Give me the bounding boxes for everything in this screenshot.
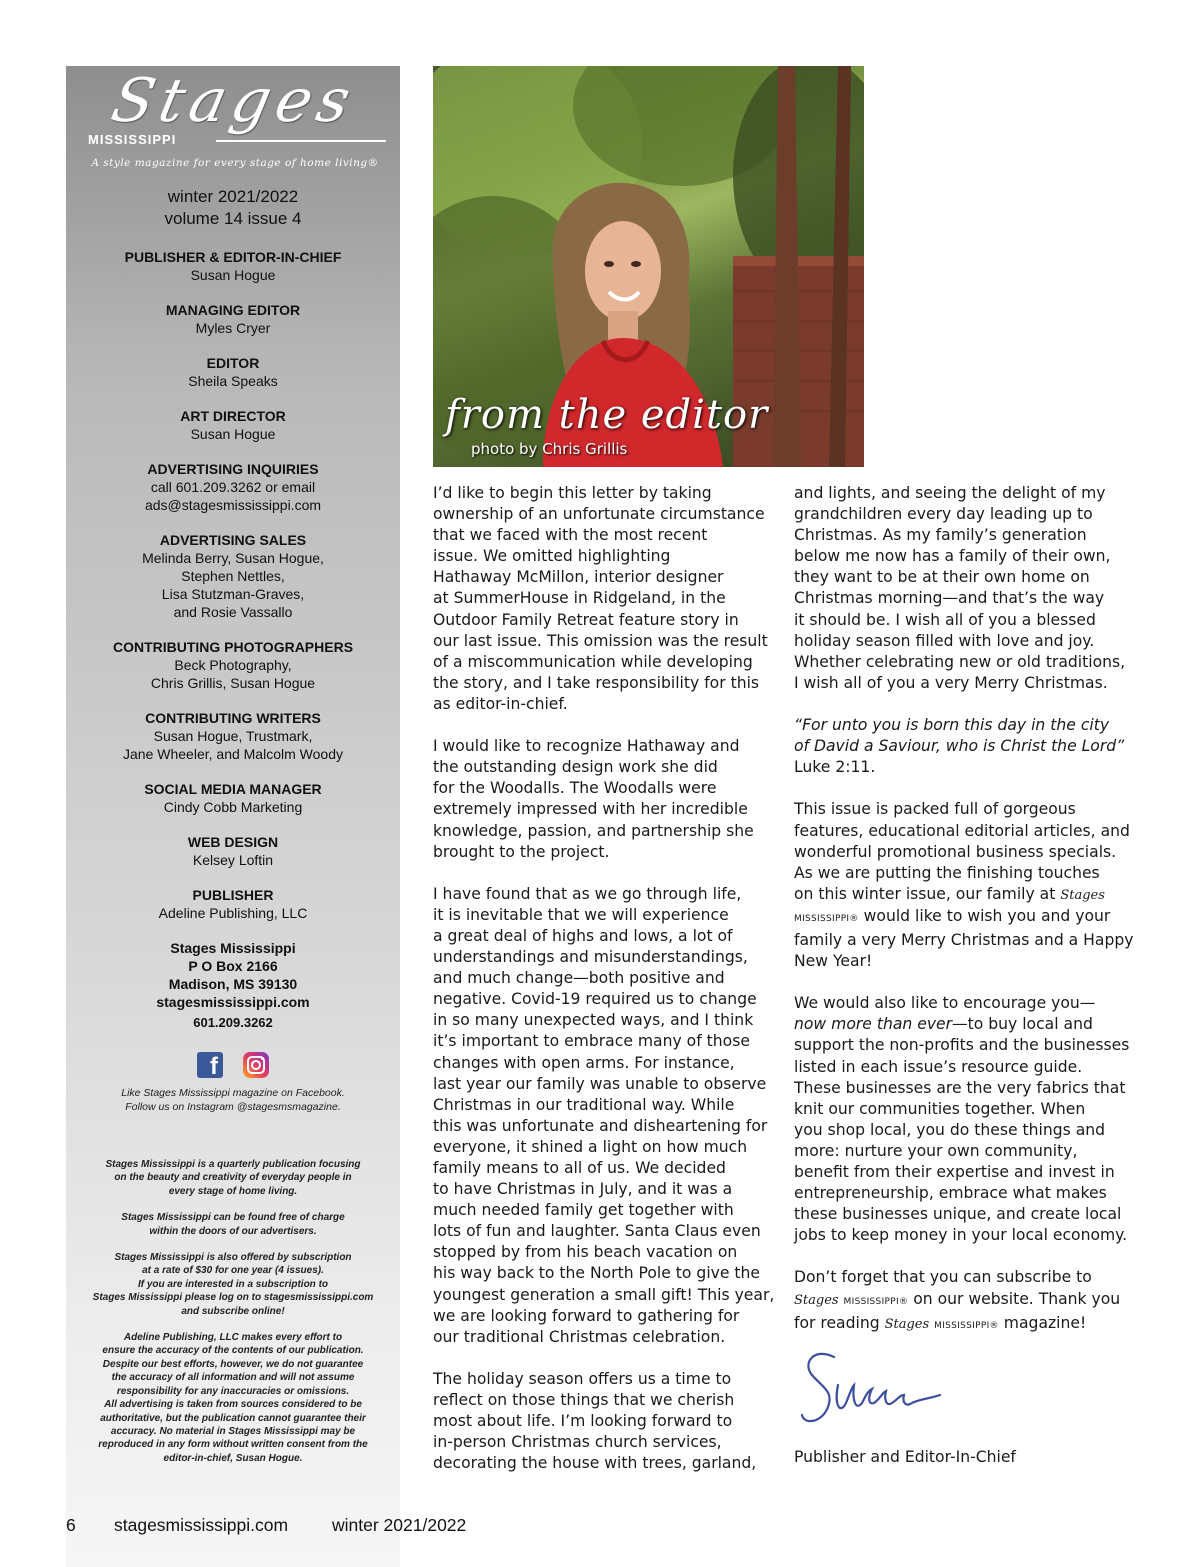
scripture-line: “For unto you is born this day in the city bbox=[794, 716, 1110, 735]
issue-volume: volume 14 issue 4 bbox=[164, 209, 302, 228]
credit-name: Stephen Nettles, bbox=[181, 568, 285, 584]
credit-name: Kelsey Loftin bbox=[192, 852, 274, 868]
logo-state: MISSISSIPPI bbox=[88, 132, 177, 147]
text-line: Christmas. As my family’s generation bbox=[794, 526, 1087, 545]
text-line: understandings and misunderstandings, bbox=[433, 948, 748, 967]
credit-block bbox=[66, 531, 400, 621]
text-line: in-person Christmas church services, bbox=[433, 1433, 722, 1452]
text-line: I would like to recognize Hathaway and bbox=[433, 737, 740, 756]
fine-print-line: within the doors of our advertisers. bbox=[149, 1225, 317, 1237]
text-line: last year our family was unable to observe bbox=[433, 1074, 767, 1093]
credit-name: Adeline Publishing, LLC bbox=[158, 905, 308, 921]
credit-name: call 601.209.3262 or email bbox=[150, 479, 316, 495]
credit-block bbox=[66, 354, 400, 390]
credit-block bbox=[66, 460, 400, 514]
text-line: grandchildren every day leading up to bbox=[794, 505, 1093, 524]
letter-paragraph bbox=[794, 483, 1139, 694]
credit-name: Jane Wheeler, and Malcolm Woody bbox=[123, 746, 343, 762]
credit-title: CONTRIBUTING PHOTOGRAPHERS bbox=[112, 639, 354, 655]
brand-script: Stages bbox=[1060, 887, 1105, 903]
fine-print-line: reproduced in any form without written consent from the bbox=[98, 1439, 368, 1451]
text-line: holiday season filled with love and joy. bbox=[794, 631, 1095, 650]
text-line: listed in each issue’s resource guide. bbox=[794, 1057, 1083, 1076]
text-line: knit our communities together. When bbox=[794, 1099, 1086, 1118]
photo-credit: photo by Chris Grillis bbox=[471, 440, 628, 458]
scripture-reference: Luke 2:11. bbox=[794, 758, 876, 777]
text-line: it should be. I wish all of you a blessed bbox=[794, 610, 1096, 629]
fine-print-line: Stages Mississippi please log on to stagesmississippi.com bbox=[92, 1292, 374, 1304]
credit-name: Lisa Stutzman-Graves, bbox=[161, 586, 305, 602]
text-line: on this winter issue, our family at Stages bbox=[794, 884, 1105, 903]
scripture-quote bbox=[794, 715, 1139, 778]
credit-title: WEB DESIGN bbox=[187, 834, 279, 850]
paragraph-lines bbox=[794, 1035, 1139, 1246]
text-line: This issue is packed full of gorgeous bbox=[794, 800, 1076, 819]
text-line: the outstanding design work she did bbox=[433, 758, 718, 777]
text-line: As we are putting the finishing touches bbox=[794, 863, 1100, 882]
credit-name: Myles Cryer bbox=[195, 320, 271, 336]
text-line: support the non-profits and the businesses bbox=[794, 1036, 1130, 1055]
letter-paragraph bbox=[433, 1369, 778, 1474]
text-line: in so many unexpected ways, and I think bbox=[433, 1011, 754, 1030]
text-line: for reading Stages MISSISSIPPI® magazine! bbox=[794, 1313, 1087, 1332]
fine-print-line: All advertising is taken from sources considered to be bbox=[104, 1399, 362, 1411]
letter-paragraph bbox=[794, 1267, 1139, 1336]
credit-title: EDITOR bbox=[206, 355, 260, 371]
text-line: Whether celebrating new or old traditions, bbox=[794, 652, 1126, 671]
social-note-line: Follow us on Instagram @stagesmsmagazine. bbox=[125, 1101, 341, 1113]
fine-print-paragraph bbox=[66, 1251, 400, 1318]
issue-info bbox=[66, 186, 400, 230]
fine-print-line: Adeline Publishing, LLC makes every effort to bbox=[123, 1332, 343, 1344]
fine-print-paragraph bbox=[66, 1331, 400, 1465]
text-line: knowledge, passion, and partnership she bbox=[433, 821, 754, 840]
footer-issue: winter 2021/2022 bbox=[332, 1515, 467, 1535]
text-line: The holiday season offers us a time to bbox=[433, 1369, 732, 1388]
fine-print-paragraph bbox=[66, 1211, 400, 1238]
fine-print-line: Despite our best efforts, however, we do not guarantee bbox=[102, 1358, 364, 1370]
text-line: brought to the project. bbox=[433, 842, 610, 861]
footer-website[interactable]: stagesmississippi.com bbox=[114, 1515, 289, 1535]
credit-title: PUBLISHER & EDITOR-IN-CHIEF bbox=[124, 249, 342, 265]
credit-block bbox=[66, 248, 400, 284]
text-line: to have Christmas in July, and it was a bbox=[433, 1180, 733, 1199]
instagram-icon[interactable] bbox=[243, 1052, 269, 1078]
text-line: our traditional Christmas celebration. bbox=[433, 1327, 726, 1346]
fine-print-line: ensure the accuracy of the contents of our publication. bbox=[102, 1345, 364, 1357]
text-line: and lights, and seeing the delight of my bbox=[794, 484, 1106, 502]
text-line: youngest generation a small gift! This year, bbox=[433, 1285, 775, 1304]
credit-name: Susan Hogue, Trustmark, bbox=[153, 728, 313, 744]
scripture-line: of David a Saviour, who is Christ the Lord” bbox=[794, 737, 1125, 756]
letter-paragraph bbox=[794, 993, 1139, 1246]
masthead-sidebar bbox=[66, 66, 400, 1567]
letter-left-column bbox=[433, 483, 778, 1496]
text-line: at SummerHouse in Ridgeland, in the bbox=[433, 589, 726, 608]
social-icons bbox=[66, 1052, 400, 1080]
credit-name: Sheila Speaks bbox=[188, 373, 278, 389]
credit-title: CONTRIBUTING WRITERS bbox=[145, 710, 321, 726]
text-line: Don’t forget that you can subscribe to bbox=[794, 1268, 1092, 1287]
credit-title: MANAGING EDITOR bbox=[165, 302, 301, 318]
text-line: family means to all of us. We decided bbox=[433, 1159, 726, 1177]
fine-print-line: Stages Mississippi is also offered by subscription bbox=[114, 1252, 352, 1264]
credit-title: PUBLISHER bbox=[192, 887, 274, 903]
photo-title: from the editor bbox=[445, 392, 769, 438]
address-line: stagesmississippi.com bbox=[156, 994, 310, 1010]
page-number: 6 bbox=[66, 1515, 76, 1535]
text-line: now more than ever—to buy local and bbox=[794, 1015, 1093, 1034]
fine-print-line: every stage of home living. bbox=[168, 1185, 298, 1197]
text-line: they want to be at their own home on bbox=[794, 568, 1090, 587]
text-line: I wish all of you a very Merry Christmas. bbox=[794, 673, 1108, 692]
text-line: Christmas in our traditional way. While bbox=[433, 1095, 735, 1114]
text-line: These businesses are the very fabrics that bbox=[794, 1078, 1126, 1097]
text-line: features, educational editorial articles, and bbox=[794, 821, 1130, 840]
text-line: changes with open arms. For instance, bbox=[433, 1053, 735, 1072]
fine-print-line: editor-in-chief, Susan Hogue. bbox=[163, 1452, 303, 1464]
text-line: negative. Covid-19 required us to change bbox=[433, 990, 757, 1009]
fine-print-line: Stages Mississippi can be found free of charge bbox=[121, 1212, 345, 1224]
credit-block bbox=[66, 709, 400, 763]
mailing-address bbox=[66, 939, 400, 1032]
credit-name: Susan Hogue bbox=[190, 426, 276, 442]
issue-season: winter 2021/2022 bbox=[167, 187, 299, 206]
letter-paragraph bbox=[433, 736, 778, 863]
address-line: P O Box 2166 bbox=[188, 958, 278, 974]
signature-title: Publisher and Editor-In-Chief bbox=[794, 1448, 1016, 1466]
text-line: family a very Merry Christmas and a Happy bbox=[794, 930, 1134, 949]
credit-title: ADVERTISING INQUIRIES bbox=[147, 461, 319, 477]
fine-print-paragraph bbox=[66, 1158, 400, 1198]
social-note bbox=[66, 1086, 400, 1114]
text-line: it is inevitable that we will experience bbox=[433, 905, 729, 924]
credit-name: Beck Photography, bbox=[174, 657, 292, 673]
social-note-line: Like Stages Mississippi magazine on Facebook. bbox=[121, 1087, 345, 1099]
fine-print-line: at a rate of $30 for one year (4 issues). bbox=[142, 1265, 324, 1277]
fine-print bbox=[66, 1158, 400, 1465]
fine-print-line: the accuracy of all information and will not assume bbox=[111, 1372, 355, 1384]
brand-state: MISSISSIPPI® bbox=[934, 1320, 999, 1331]
text-line: the story, and I take responsibility for this bbox=[433, 673, 760, 692]
text-line: I have found that as we go through life, bbox=[433, 884, 742, 903]
text-line: and much change—both positive and bbox=[433, 969, 725, 988]
credit-block bbox=[66, 407, 400, 443]
credit-block bbox=[66, 301, 400, 337]
text-line: that we faced with the most recent bbox=[433, 526, 708, 545]
fine-print-line: responsibility for any inaccuracies or omissions. bbox=[116, 1385, 350, 1397]
text-line: Hathaway McMillon, interior designer bbox=[433, 568, 724, 587]
credit-block bbox=[66, 886, 400, 922]
text-line: we are looking forward to gathering for bbox=[433, 1306, 740, 1325]
letter-right-column bbox=[794, 483, 1139, 1358]
text-line: lots of fun and laughter. Santa Claus even bbox=[433, 1222, 761, 1241]
text-line: more: nurture your own community, bbox=[794, 1141, 1078, 1160]
text-line: his way back to the North Pole to give the bbox=[433, 1264, 761, 1283]
text-line: New Year! bbox=[794, 952, 873, 971]
text-line: jobs to keep money in your local economy. bbox=[794, 1226, 1128, 1245]
text-line: We would also like to encourage you— bbox=[794, 994, 1096, 1013]
text-line: decorating the house with trees, garland, bbox=[433, 1454, 757, 1473]
credit-name: Cindy Cobb Marketing bbox=[163, 799, 303, 815]
text-line: a great deal of highs and lows, a lot of bbox=[433, 926, 733, 945]
logo-rule bbox=[216, 140, 386, 142]
text-line: Christmas morning—and that’s the way bbox=[794, 589, 1105, 608]
text-line: these businesses unique, and create local bbox=[794, 1205, 1122, 1224]
text-line: most about life. I’m looking forward to bbox=[433, 1412, 733, 1431]
credit-title: ART DIRECTOR bbox=[180, 408, 286, 424]
brand-script: Stages bbox=[884, 1316, 930, 1332]
text-line: stopped by from his beach vacation on bbox=[433, 1243, 738, 1262]
credit-block bbox=[66, 780, 400, 816]
text-line: for the Woodalls. The Woodalls were bbox=[433, 779, 717, 798]
text-line: this was unfortunate and disheartening for bbox=[433, 1116, 768, 1135]
credit-name: ads@stagesmississippi.com bbox=[144, 497, 322, 513]
brand-state: MISSISSIPPI® bbox=[843, 1296, 909, 1307]
credit-block bbox=[66, 638, 400, 692]
fine-print-line: If you are interested in a subscription to bbox=[137, 1278, 329, 1290]
credit-block bbox=[66, 833, 400, 869]
letter-paragraph bbox=[433, 884, 778, 1348]
letter-paragraph bbox=[433, 483, 778, 715]
fine-print-line: accuracy. No material in Stages Mississippi may be bbox=[110, 1425, 356, 1437]
fine-print-line: on the beauty and creativity of everyday people in bbox=[114, 1172, 352, 1184]
handwritten-signature bbox=[794, 1345, 964, 1435]
brand-state: MISSISSIPPI® bbox=[794, 913, 859, 924]
text-line: extremely impressed with her incredible bbox=[433, 800, 748, 819]
text-line: I’d like to begin this letter by taking bbox=[433, 484, 712, 502]
credit-title: ADVERTISING SALES bbox=[159, 532, 307, 548]
text-line: entrepreneurship, embrace what makes bbox=[794, 1184, 1107, 1203]
credit-title: SOCIAL MEDIA MANAGER bbox=[144, 781, 322, 797]
credit-name: Chris Grillis, Susan Hogue bbox=[150, 675, 316, 691]
phone-number: 601.209.3262 bbox=[193, 1015, 273, 1030]
credit-name: Susan Hogue bbox=[190, 267, 276, 283]
text-line: Outdoor Family Retreat feature story in bbox=[433, 610, 739, 629]
text-line: MISSISSIPPI® would like to wish you and your bbox=[794, 906, 1111, 925]
text-line: you shop local, you do these things and bbox=[794, 1120, 1106, 1139]
text-line: ownership of an unfortunate circumstance bbox=[433, 505, 765, 524]
address-line: Stages Mississippi bbox=[170, 940, 296, 956]
text-line: Stages MISSISSIPPI® on our website. Thank you bbox=[794, 1289, 1121, 1308]
letter-paragraph bbox=[794, 799, 1139, 972]
text-line: much needed family get together with bbox=[433, 1201, 734, 1220]
fine-print-line: Stages Mississippi is a quarterly publication focusing bbox=[105, 1159, 361, 1170]
text-line: below me now has a family of their own, bbox=[794, 547, 1111, 566]
staff-credits bbox=[66, 248, 400, 922]
logo-script: Stages bbox=[105, 66, 363, 136]
text-line: our last issue. This omission was the result bbox=[433, 631, 768, 650]
text-line: as editor-in-chief. bbox=[433, 694, 568, 713]
credit-name: Melinda Berry, Susan Hogue, bbox=[142, 550, 324, 566]
text-line: issue. We omitted highlighting bbox=[433, 547, 671, 566]
editor-photo bbox=[433, 66, 864, 467]
text-line: benefit from their expertise and invest in bbox=[794, 1163, 1115, 1181]
text-line: of a miscommunication while developing bbox=[433, 652, 753, 671]
address-line: Madison, MS 39130 bbox=[168, 976, 298, 992]
text-line: wonderful promotional business specials. bbox=[794, 842, 1117, 861]
fine-print-line: authoritative, but the publication cannot guarantee their bbox=[100, 1412, 366, 1424]
logo-tagline: A style magazine for every stage of home living® bbox=[91, 157, 379, 169]
stages-logo bbox=[66, 66, 400, 184]
text-line: everyone, it shined a light on how much bbox=[433, 1137, 748, 1156]
text-line: reflect on those things that we cherish bbox=[433, 1391, 735, 1410]
facebook-icon[interactable]: f bbox=[197, 1052, 223, 1078]
credit-name: and Rosie Vassallo bbox=[173, 604, 293, 620]
brand-script: Stages bbox=[794, 1292, 839, 1308]
fine-print-line: and subscribe online! bbox=[181, 1305, 285, 1317]
text-line: it’s important to embrace many of those bbox=[433, 1032, 750, 1051]
